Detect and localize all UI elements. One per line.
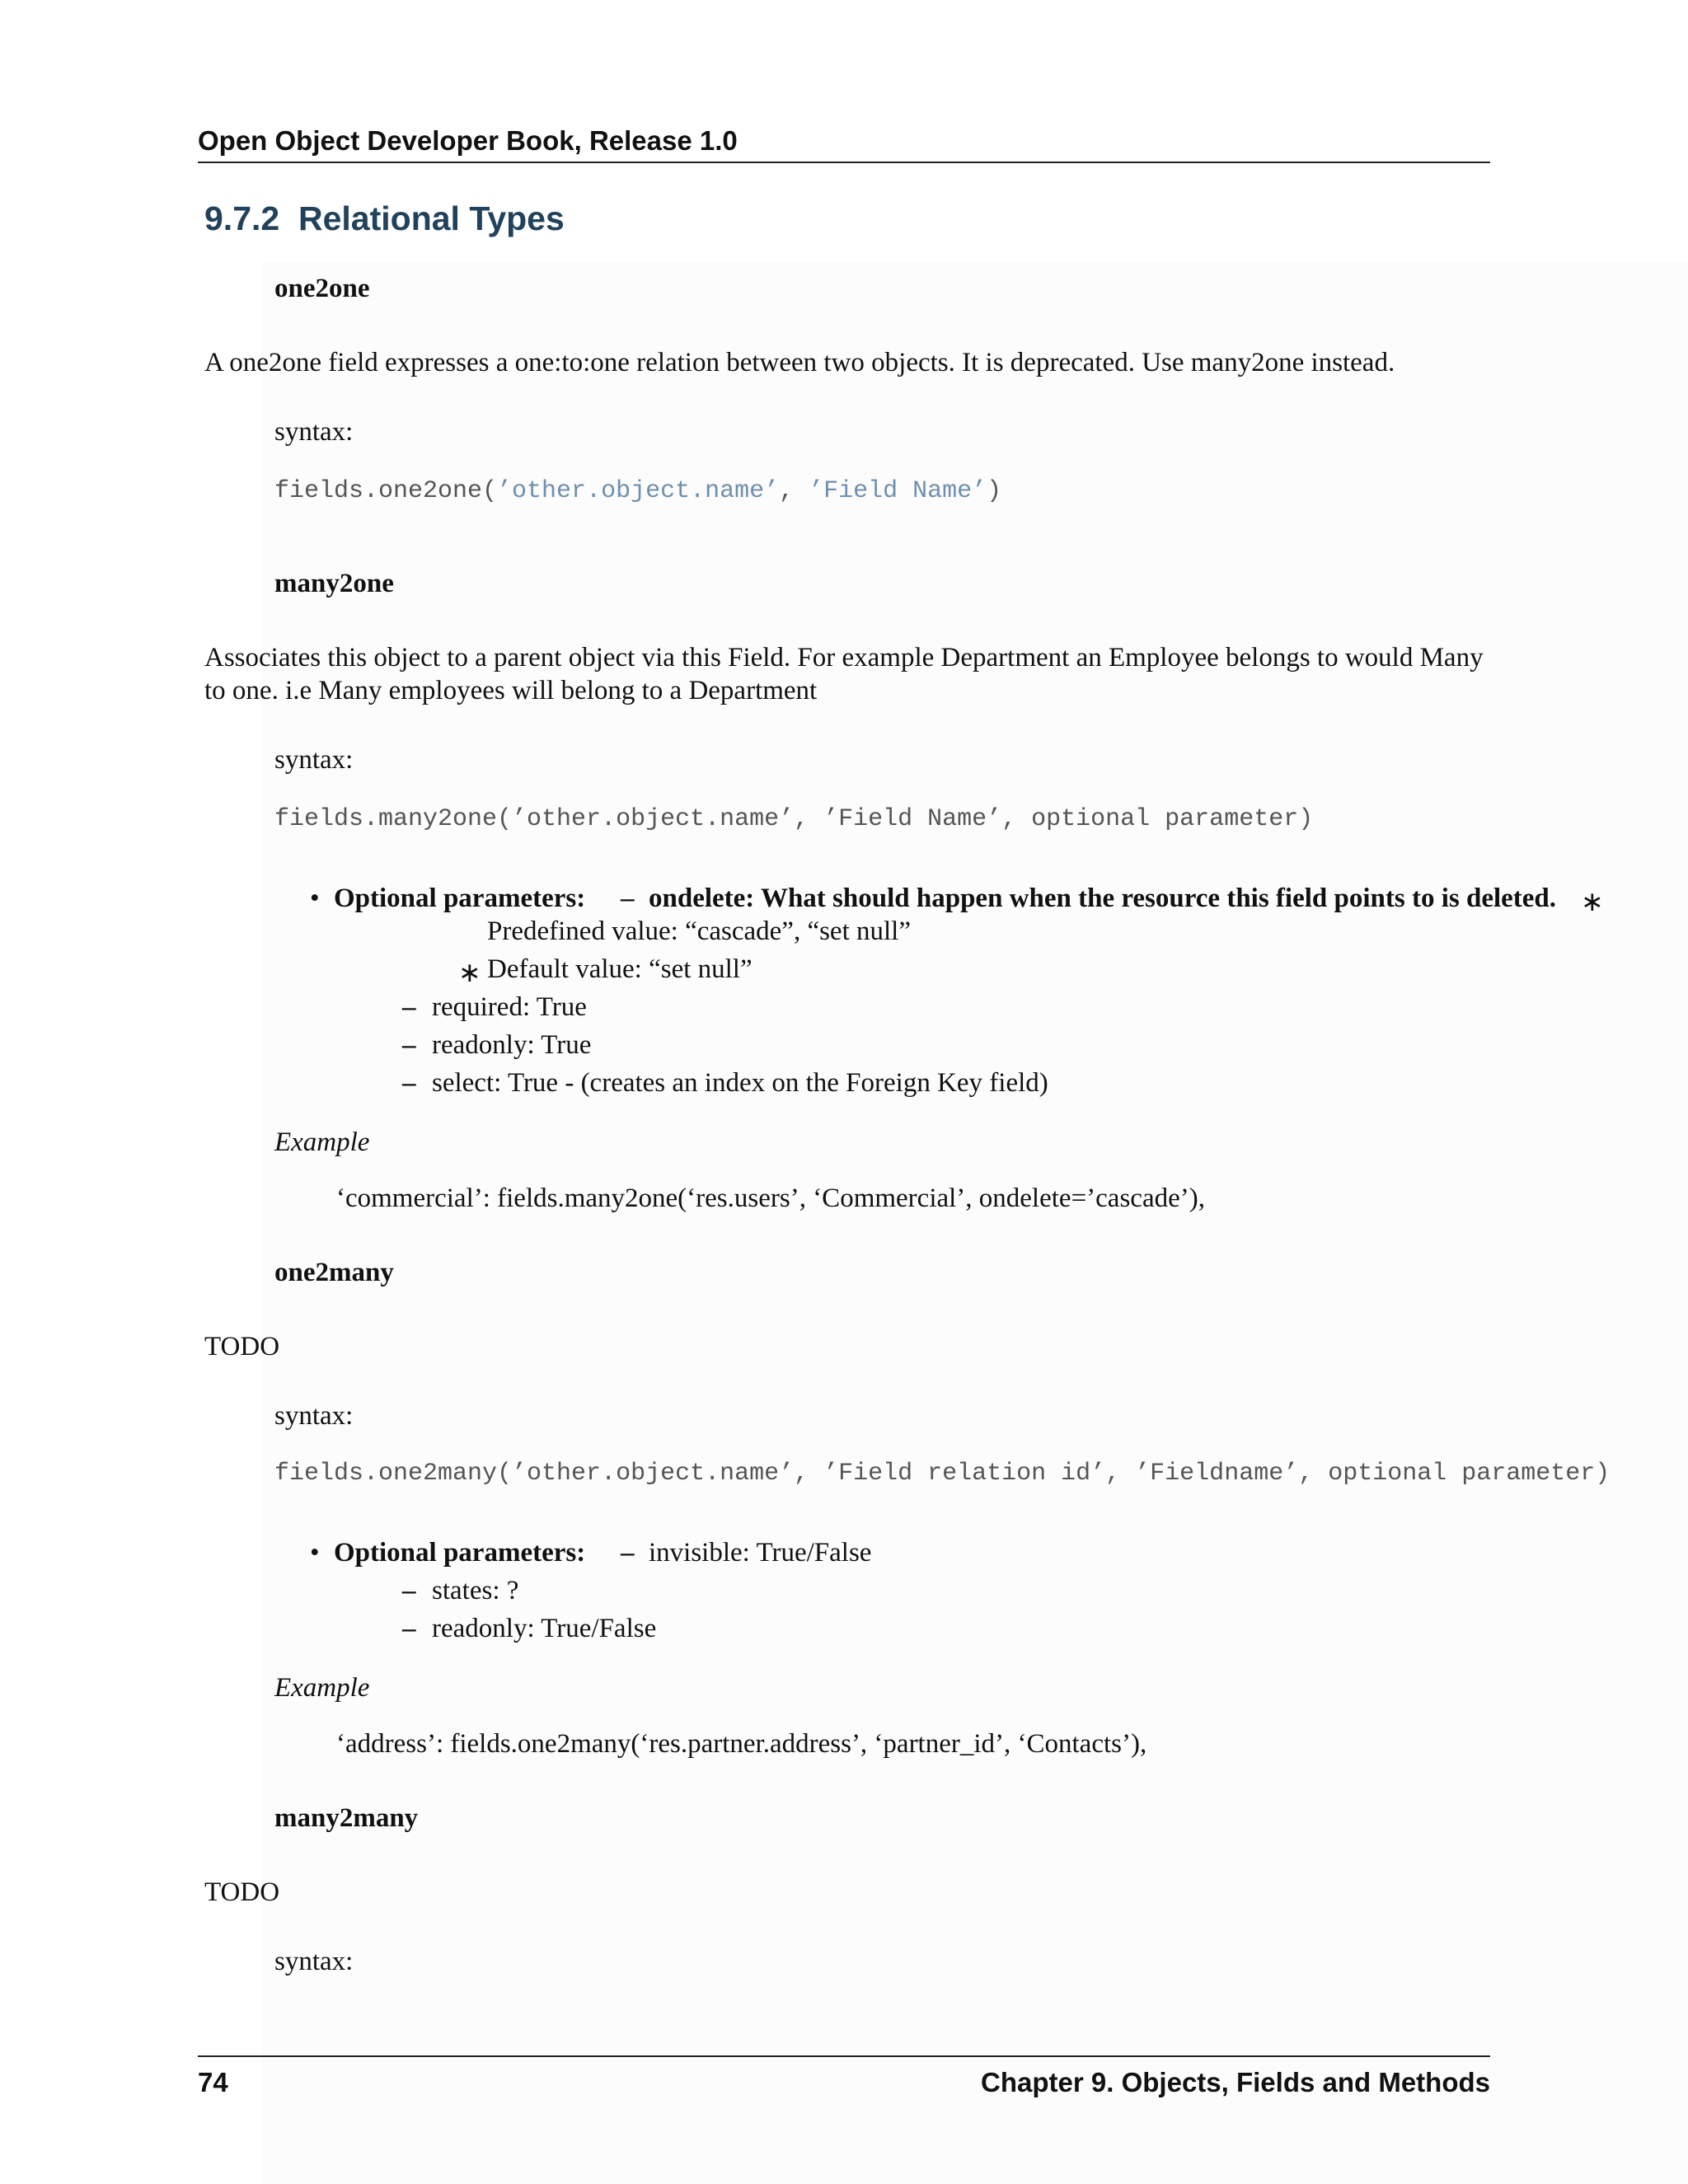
page-number: 74 [198,2067,228,2097]
many2one-params-label: Optional parameters: [334,883,586,913]
many2one-heading: many2one [274,569,394,598]
section-title: Relational Types [298,199,565,237]
dash-icon: – [402,1030,416,1060]
many2one-ondelete: ondelete: What should happen when the resource this field points to is deleted. [649,883,1557,913]
chapter-title: Chapter 9. Objects, Fields and Methods [981,2067,1490,2097]
dash-icon: – [402,1068,416,1098]
header-rule [198,162,1490,163]
one2many-example-label: Example [274,1673,370,1703]
list-item: select: True - (creates an index on the Foreign Key field) [432,1068,1048,1098]
one2one-syntax-label: syntax: [274,417,354,447]
many2many-heading: many2many [274,1803,419,1833]
bullet-icon: • [310,1538,320,1568]
many2one-description-line2: to one. i.e Many employees will belong to a Department [204,676,818,705]
star-icon: ∗ [1581,888,1604,917]
list-item: readonly: True [432,1030,592,1060]
list-item: states: ? [432,1576,519,1605]
one2many-syntax-label: syntax: [274,1401,354,1431]
many2many-syntax-label: syntax: [274,1947,354,1976]
one2many-params-label: Optional parameters: [334,1538,586,1568]
footer-rule [198,2055,1490,2057]
many2many-description: TODO [204,1877,280,1907]
list-item: readonly: True/False [432,1614,657,1643]
bullet-icon: • [310,883,320,913]
one2one-code: fields.one2one(’other.object.name’, ’Field Name’) [274,477,1002,505]
dash-icon: – [621,883,635,913]
many2one-description-line1: Associates this object to a parent object via this Field. For example Department an Employee belongs to would Many [204,643,1484,673]
many2one-code: fields.many2one(’other.object.name’, ’Field Name’, optional parameter) [274,805,1314,833]
list-item: required: True [432,992,587,1022]
star-icon: ∗ [458,958,481,988]
one2many-example: ‘address’: fields.one2many(‘res.partner.address’, ‘partner_id’, ‘Contacts’), [336,1729,1147,1759]
dash-icon: – [402,992,416,1022]
one2one-heading: one2one [274,274,370,303]
many2one-example: ‘commercial’: fields.many2one(‘res.users’, ‘Commercial’, ondelete=’cascade’), [336,1183,1205,1213]
one2many-heading: one2many [274,1258,394,1287]
many2one-syntax-label: syntax: [274,745,354,775]
many2one-default: Default value: “set null” [487,954,753,984]
list-item: invisible: True/False [649,1538,872,1568]
dash-icon: – [621,1538,635,1568]
dash-icon: – [402,1614,416,1643]
code-block-background [262,262,1688,2184]
dash-icon: – [402,1576,416,1605]
running-header: Open Object Developer Book, Release 1.0 [198,125,738,156]
section-heading [204,199,565,238]
section-number: 9.7.2 [204,199,280,237]
one2many-description: TODO [204,1332,280,1361]
one2one-description: A one2one field expresses a one:to:one relation between two objects. It is deprecated. Use many2one instead. [204,348,1395,377]
one2many-code: fields.one2many(’other.object.name’, ’Field relation id’, ’Fieldname’, optional parameter) [274,1460,1611,1488]
many2one-example-label: Example [274,1127,370,1157]
many2one-predefined: Predefined value: “cascade”, “set null” [487,916,911,946]
